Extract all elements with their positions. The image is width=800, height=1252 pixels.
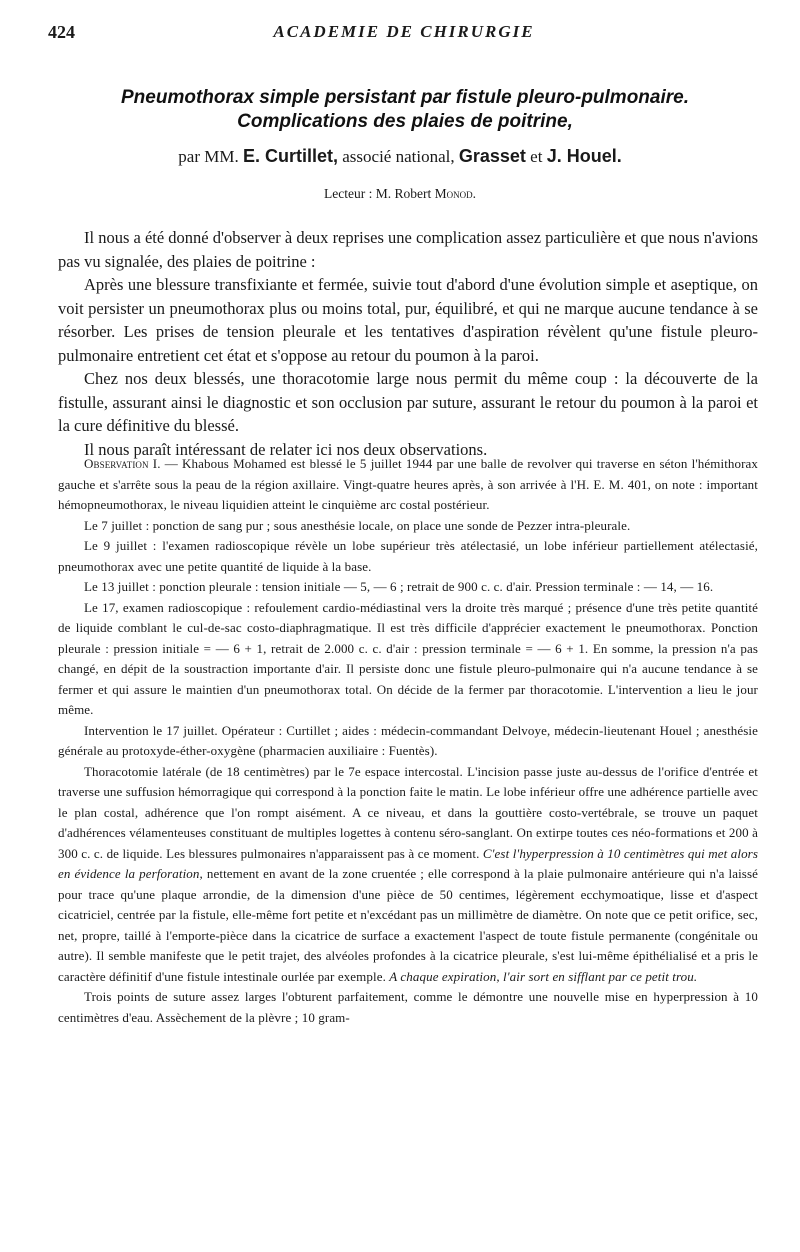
author-houel: J. Houel. <box>546 146 622 166</box>
reader-name: Monod. <box>434 186 476 201</box>
observation-paragraph: Trois points de suture assez larges l'obturent parfaitement, comme le démontre une nouvelle mise en hyperpression à 10 centimètres d'eau. Assèchement de la plèvre ; 10 gram- <box>58 989 758 1025</box>
byline-and: et <box>525 147 547 166</box>
running-header <box>48 22 760 42</box>
intro-paragraph: Après une blessure transfixiante et fermée, suivie tout d'abord d'une évolution simple et aseptique, on voit persister un pneumothorax plus ou moins total, pur, équilibré, et qui ne marque aucune tendance à se résorber. Les prises de tension pleurale et les tentatives d'aspiration révèlent qu'une fistule pleuro-pulmonaire entretient cet état et s'oppose au retour du poumon à la paroi. <box>58 275 758 365</box>
observation-paragraph: Le 9 juillet : l'examen radioscopique révèle un lobe supérieur très atélectasié, un lobe inférieur partiellement atélectasié, pneumothorax avec une petite quantité de liquide à la base. <box>58 538 758 574</box>
intro-text <box>58 226 758 461</box>
byline-par: par MM. <box>178 147 243 166</box>
observation-paragraph: Intervention le 17 juillet. Opérateur : Curtillet ; aides : médecin-commandant Delvoye, médecin-lieutenant Houel ; anesthésie générale au protoxyde-éther-oxygène (pharmacien auxiliaire : Fuentès). <box>58 722 758 758</box>
intro-paragraph: Chez nos deux blessés, une thoracotomie large nous permit du même coup : la découverte de la fistulle, assurant ainsi le diagnostic et son occlusion par suture, assurant le retour du poumon à la paroi et la cure définitive du blessé. <box>58 369 758 435</box>
author-role: associé national, <box>338 147 459 166</box>
observation-paragraph: Le 7 juillet : ponction de sang pur ; sous anesthésie locale, on place une sonde de Pezzer intra-pleurale. <box>84 517 631 533</box>
observation-label: Observation I. <box>84 456 161 471</box>
author-grasset: Grasset <box>458 146 526 166</box>
observation-paragraph: Le 13 juillet : ponction pleurale : tension initiale — 5, — 6 ; retrait de 900 c. c. d'air. Pression terminale : — 14, — 16. <box>84 579 714 594</box>
observation-paragraph: Observation I. — Khabous Mohamed est blessé le 5 juillet 1944 par une balle de revolver qui traverse en séton l'hémithorax gauche et s'arrête sous la peau de la région axillaire. Vingt-quatre heures après, à son arrivée à l'H. E. M. 401, on note : important hémopneumothorax, le niveau liquidien atteint le cinquième arc costal postérieur. <box>58 456 759 512</box>
observation-paragraph: Thoracotomie latérale (de 18 centimètres) par le 7e espace intercostal. L'incision passe juste au-dessus de l'orifice d'entrée et traverse une suffusion hémorragique qui correspond à la ponction faite le matin. Le lobe inférieur offre une adhérence partielle avec le plan costal, adhérence que l'on rompt aisément. A ce niveau, et dans la gouttière costo-vertébrale, se trouve un paquet d'adhérences vélamenteuses constituant de multiples logettes à contenu séro-sanglant. On extirpe toutes ces néo-formations et 200 à 300 c. c. de liquide. Les blessures pulmonaires n'apparaissent pas à ce moment. C'est l'hyperpression à 10 centimètres qui met alors en évidence la perforation, nettement en avant de la zone cruentée ; elle correspond à la plaie pulmonaire antérieure qui n'a laissé pour trace qu'une plaque arrondie, de la dimension d'une pièce de 50 centimes, légèrement ecchymoatique, lisse et d'aspect cicatriciel, centrée par la fistule, elle-même fort petite et n'excédant pas un millimètre de diamètre. On note que ce petit orifice, sec, net, propre, taillé à l'emporte-pièce dans la cicatrice de surface a exactement l'aspect de toute fistule permanente (congénitale ou autre). Il semble manifeste que le petit trajet, des alvéoles profondes à la cicatrice pleurale, s'est lui-même épithélialisé et a pris le caractère définitif d'une fistule intestinale ourlée par exemple. A chaque expiration, l'air sort en sifflant par ce petit trou. <box>58 763 758 984</box>
reader-label: Lecteur : M. Robert <box>324 186 435 201</box>
observation-section <box>58 454 758 1028</box>
byline <box>40 146 760 167</box>
running-title: ACADEMIE DE CHIRURGIE <box>273 22 535 41</box>
article-title-line-2: Complications des plaies de poitrine, <box>237 111 573 132</box>
observation-paragraph: Le 17, examen radioscopique : refoulement cardio-médiastinal vers la droite très marqué ; présence d'une très petite quantité de liquide comblant le cul-de-sac costo-diaphragmatique. Il est très difficile d'apprécier exactement le pneumothorax. Ponction pleurale : pression initiale = — 6 + 1, retrait de 2.000 c. c. d'air : pression terminale = — 6 + 1. En somme, la pression n'a pas changé, en dépit de la soustraction importante d'air. Il persiste donc une fistule pleuro-pulmonaire qui n'a aucune tendance à se fermer et qui assure le maintien d'un pneumothorax total. On décide de la fermer par thoracotomie. L'intervention a lieu le jour même. <box>58 599 758 717</box>
reader-line <box>40 186 760 202</box>
author-curtillet: E. Curtillet, <box>242 146 338 166</box>
italic-emphasis: A chaque expiration, l'air sort en sifflant par ce petit trou. <box>389 968 698 984</box>
article-title-line-1: Pneumothorax simple persistant par fistule pleuro-pulmonaire. <box>121 87 689 108</box>
article-title <box>50 86 760 134</box>
italic-emphasis: C'est l'hyperpression à 10 centimètres qui met alors en évidence la perforation, <box>58 845 758 881</box>
intro-paragraph: Il nous paraît intéressant de relater ici nos deux observations. <box>84 439 488 459</box>
page-number: 424 <box>48 22 75 42</box>
intro-paragraph: Il nous a été donné d'observer à deux reprises une complication assez particulière et que nous n'avions pas vu signalée, des plaies de poitrine : <box>58 228 758 271</box>
